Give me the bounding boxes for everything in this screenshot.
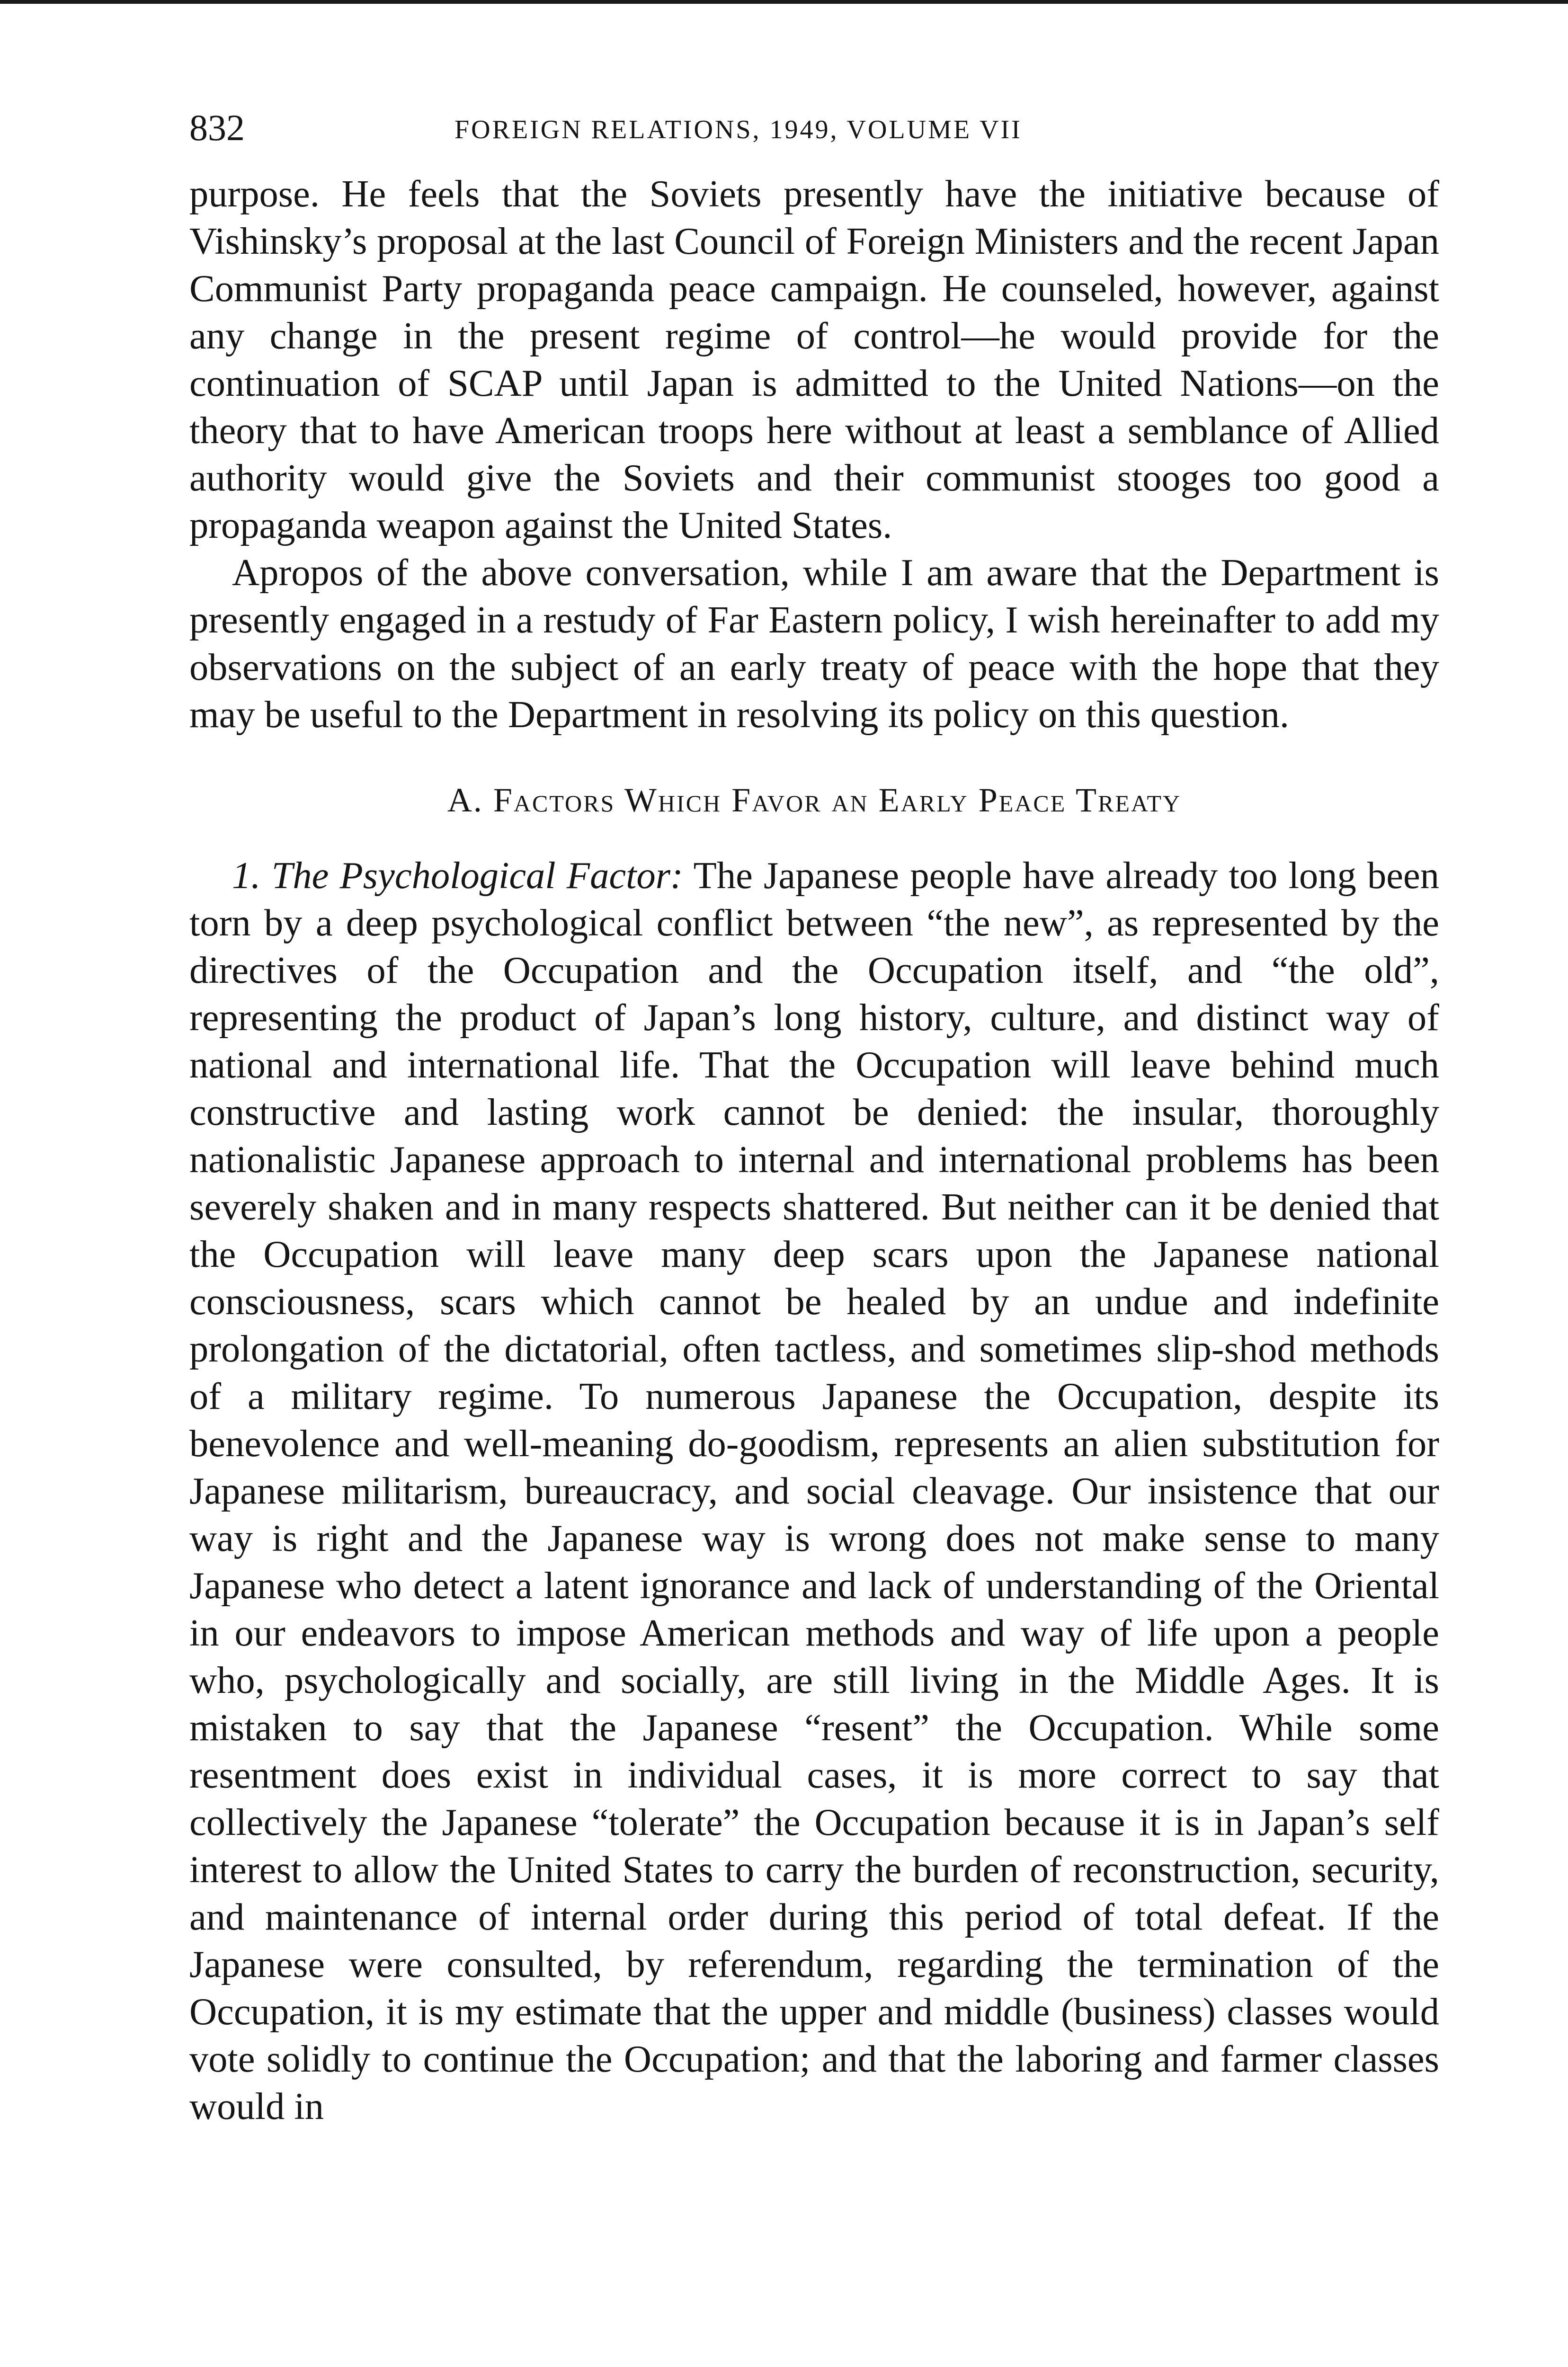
- paragraph-apropos: Apropos of the above conversation, while I am aware that the Department is presently engaged in a restudy of Far Eastern policy, I wish hereinafter to add my observations on the subject of an early treaty of peace with the hope that they may be useful to the Department in resolving its policy on this question.: [189, 552, 1439, 736]
- document-page: [189, 99, 1439, 2130]
- psychological-factor-text: The Japanese people have already too long been torn by a deep psychological conflict between “the new”, as represented by the directives of the Occupation and the Occupation itself, and “the old”, representing the product of Japan’s long history, culture, and distinct way of national and international life. That the Occupation will leave behind much constructive and lasting work cannot be denied: the insular, thoroughly nationalistic Japanese approach to internal and international problems has been severely shaken and in many respects shattered. But neither can it be denied that the Occupation will leave many deep scars upon the Japanese national consciousness, scars which cannot be healed by an undue and indefinite prolongation of the dictatorial, often tactless, and sometimes slip-shod methods of a military regime. To numerous Japanese the Occupation, despite its benevolence and well-meaning do-goodism, represents an alien substitution for Japanese militarism, bureaucracy, and social cleavage. Our insistence that our way is right and the Japanese way is wrong does not make sense to many Japanese who detect a latent ignorance and lack of understanding of the Oriental in our endeavors to impose American methods and way of life upon a people who, psychologically and socially, are still living in the Middle Ages. It is mistaken to say that the Japanese “resent” the Occupation. While some resentment does exist in individual cases, it is more correct to say that collectively the Japanese “tolerate” the Occupation because it is in Japan’s self interest to allow the United States to carry the burden of reconstruction, security, and maintenance of internal order during this period of total defeat. If the Japanese were consulted, by referendum, regarding the termination of the Occupation, it is my estimate that the upper and middle (business) classes would vote solidly to continue the Occupation; and that the laboring and farmer classes would in: [189, 854, 1439, 2127]
- top-border-rule: [0, 0, 1568, 4]
- psychological-factor-label: 1. The Psychological Factor:: [232, 854, 683, 897]
- section-heading: A. Factors Which Favor an Early Peace Treaty: [447, 781, 1182, 819]
- running-title: FOREIGN RELATIONS, 1949, VOLUME VII: [454, 115, 1022, 144]
- paragraph-psychological-factor: [189, 852, 1439, 2130]
- page-number: 832: [189, 107, 245, 148]
- paragraph-continuation: purpose. He feels that the Soviets presently have the initiative because of Vishinsky’s proposal at the last Council of Foreign Ministers and the recent Japan Communist Party propaganda peace campaign. He counseled, however, against any change in the present regime of control—he would provide for the continuation of SCAP until Japan is admitted to the United Nations—on the theory that to have American troops here without at least a semblance of Allied authority would give the Soviets and their communist stooges too good a propaganda weapon against the United States.: [189, 173, 1439, 546]
- running-head: [189, 99, 1439, 161]
